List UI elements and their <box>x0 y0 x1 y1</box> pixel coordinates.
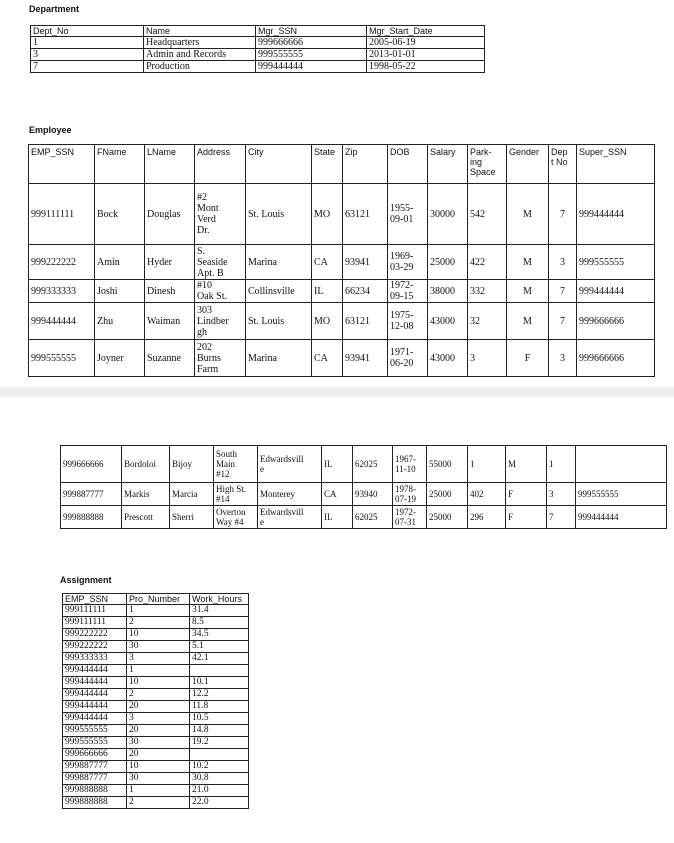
table-cell: #2 Mont Verd Dr. <box>195 184 246 245</box>
table-cell: Bordoloi <box>122 446 170 483</box>
table-cell: 1 <box>31 37 144 49</box>
table-row <box>29 280 655 303</box>
table-row <box>63 761 249 773</box>
table-cell: 999333333 <box>29 280 95 303</box>
column-header: DOB <box>388 145 428 184</box>
table-cell: Edwardsvill e <box>258 506 322 529</box>
table-cell: 999111111 <box>29 184 95 245</box>
table-cell: 21.0 <box>190 785 249 797</box>
table-cell: 999555555 <box>577 245 655 280</box>
table-cell: 7 <box>31 61 144 73</box>
table-row <box>63 641 249 653</box>
table-cell: IL <box>312 280 343 303</box>
page-separator <box>0 387 674 397</box>
table-cell: #10 Oak St. <box>195 280 246 303</box>
table-row <box>63 617 249 629</box>
table-cell: 1 <box>468 446 506 483</box>
table-cell: Edwardsvill e <box>258 446 322 483</box>
table-row <box>61 506 667 529</box>
table-cell: 999444444 <box>29 303 95 340</box>
table-cell: Joshi <box>95 280 145 303</box>
table-cell: 93941 <box>343 340 388 377</box>
table-cell: 999666666 <box>63 749 127 761</box>
table-cell: 999888888 <box>61 506 122 529</box>
table-cell: Suzanne <box>145 340 195 377</box>
table-cell: 8.5 <box>190 617 249 629</box>
table-row <box>63 749 249 761</box>
table-cell: 11.8 <box>190 701 249 713</box>
table-cell: Prescott <box>122 506 170 529</box>
table-row <box>29 303 655 340</box>
table-cell: 42.1 <box>190 653 249 665</box>
table-cell: 1971- 06-20 <box>388 340 428 377</box>
table-cell: 999444444 <box>577 280 655 303</box>
table-row <box>63 605 249 617</box>
table-cell <box>190 749 249 761</box>
employee-table <box>28 144 655 377</box>
table-cell: 999444444 <box>63 689 127 701</box>
department-table <box>30 25 485 73</box>
table-cell: 999444444 <box>256 61 367 73</box>
table-cell: 3 <box>127 713 190 725</box>
column-header: City <box>246 145 312 184</box>
table-cell: 999444444 <box>63 701 127 713</box>
table-cell: Marcia <box>170 483 214 506</box>
table-cell: Production <box>144 61 256 73</box>
column-header: LName <box>145 145 195 184</box>
table-cell: 999887777 <box>61 483 122 506</box>
table-cell: 999666666 <box>577 303 655 340</box>
table-cell: M <box>507 184 549 245</box>
table-cell: 1 <box>127 785 190 797</box>
table-cell: CA <box>312 340 343 377</box>
table-cell: 93941 <box>343 245 388 280</box>
table-cell: 7 <box>547 506 576 529</box>
table-cell: 999888888 <box>63 785 127 797</box>
table-cell: M <box>507 280 549 303</box>
table-cell: 20 <box>127 725 190 737</box>
assignment-title: Assignment <box>60 575 112 585</box>
table-cell: 999666666 <box>577 340 655 377</box>
table-cell: Markis <box>122 483 170 506</box>
table-cell: M <box>507 245 549 280</box>
table-cell: 63121 <box>343 184 388 245</box>
table-cell: 62025 <box>353 506 393 529</box>
table-cell: 3 <box>549 340 577 377</box>
table-cell: 43000 <box>428 303 468 340</box>
table-row <box>63 713 249 725</box>
table-cell: Marina <box>246 340 312 377</box>
table-cell: 999666666 <box>256 37 367 49</box>
table-cell: 999444444 <box>576 506 667 529</box>
assignment-table <box>62 593 249 809</box>
column-header: Zip <box>343 145 388 184</box>
table-row <box>29 184 655 245</box>
table-cell: 10.1 <box>190 677 249 689</box>
table-cell: 999887777 <box>63 773 127 785</box>
table-cell: 999444444 <box>63 677 127 689</box>
table-cell: Sherri <box>170 506 214 529</box>
table-cell: St. Louis <box>246 184 312 245</box>
table-cell: 34.5 <box>190 629 249 641</box>
column-header: Mgr_Start_Date <box>367 26 485 37</box>
table-cell: Waiman <box>145 303 195 340</box>
table-cell: 12.2 <box>190 689 249 701</box>
employee-table-continued <box>60 445 667 529</box>
table-cell: 2 <box>127 689 190 701</box>
table-cell: 2 <box>127 617 190 629</box>
table-row <box>63 701 249 713</box>
table-cell: 25000 <box>427 483 468 506</box>
table-cell: 999444444 <box>63 665 127 677</box>
table-row <box>29 340 655 377</box>
table-cell: 999111111 <box>63 617 127 629</box>
table-cell: 32 <box>468 303 507 340</box>
table-cell: 542 <box>468 184 507 245</box>
table-row <box>63 773 249 785</box>
table-cell: 31.4 <box>190 605 249 617</box>
table-cell: 20 <box>127 701 190 713</box>
table-cell: 62025 <box>353 446 393 483</box>
column-header: EMP_SSN <box>63 594 127 605</box>
department-header-row <box>31 26 485 37</box>
table-cell: F <box>506 506 547 529</box>
column-header: Work_Hours <box>190 594 249 605</box>
column-header: Park- ing Space <box>468 145 507 184</box>
table-cell: 22.0 <box>190 797 249 809</box>
table-cell: Admin and Records <box>144 49 256 61</box>
table-cell: 30000 <box>428 184 468 245</box>
table-row <box>31 49 485 61</box>
table-row <box>63 737 249 749</box>
table-cell: 14.8 <box>190 725 249 737</box>
table-cell: Bijoy <box>170 446 214 483</box>
table-cell: 10 <box>127 761 190 773</box>
column-header: Gender <box>507 145 549 184</box>
table-cell: 66234 <box>343 280 388 303</box>
table-cell: 999555555 <box>29 340 95 377</box>
table-row <box>61 446 667 483</box>
table-cell: 7 <box>549 184 577 245</box>
table-cell: 999887777 <box>63 761 127 773</box>
table-cell: 3 <box>127 653 190 665</box>
table-cell: Monterey <box>258 483 322 506</box>
table-cell: 999555555 <box>256 49 367 61</box>
table-row <box>31 37 485 49</box>
table-cell: 1998-05-22 <box>367 61 485 73</box>
column-header: EMP_SSN <box>29 145 95 184</box>
table-cell: 1967- 11-10 <box>393 446 427 483</box>
table-cell: Joyner <box>95 340 145 377</box>
table-cell: IL <box>322 506 353 529</box>
table-cell: 30 <box>127 737 190 749</box>
department-title: Department <box>29 4 80 14</box>
table-cell: 93940 <box>353 483 393 506</box>
table-cell: 1969- 03-29 <box>388 245 428 280</box>
table-cell: 422 <box>468 245 507 280</box>
table-cell: 38000 <box>428 280 468 303</box>
table-cell: 10.5 <box>190 713 249 725</box>
table-row <box>63 689 249 701</box>
table-cell: 3 <box>31 49 144 61</box>
table-cell: CA <box>322 483 353 506</box>
column-header: FName <box>95 145 145 184</box>
column-header: State <box>312 145 343 184</box>
table-row <box>63 785 249 797</box>
table-cell: 999444444 <box>577 184 655 245</box>
table-cell: 19.2 <box>190 737 249 749</box>
table-cell: 25000 <box>428 245 468 280</box>
table-cell: 2005-06-19 <box>367 37 485 49</box>
table-cell: 332 <box>468 280 507 303</box>
table-cell: Dinesh <box>145 280 195 303</box>
table-cell: 1975- 12-08 <box>388 303 428 340</box>
table-cell: 1 <box>127 605 190 617</box>
table-cell: South Main #12 <box>214 446 258 483</box>
table-cell: S. Seaside Apt. B <box>195 245 246 280</box>
column-header: Address <box>195 145 246 184</box>
table-row <box>63 653 249 665</box>
employee-header-row <box>29 145 655 184</box>
table-cell: St. Louis <box>246 303 312 340</box>
column-header: Mgr_SSN <box>256 26 367 37</box>
table-cell: 999222222 <box>63 641 127 653</box>
table-cell: F <box>506 483 547 506</box>
table-cell: 999555555 <box>576 483 667 506</box>
table-row <box>63 797 249 809</box>
table-cell: 303 Lindber gh <box>195 303 246 340</box>
table-cell: 999888888 <box>63 797 127 809</box>
table-cell: 63121 <box>343 303 388 340</box>
table-cell: Bock <box>95 184 145 245</box>
column-header: Super_SSN <box>577 145 655 184</box>
table-cell: 3 <box>549 245 577 280</box>
table-cell: 1955- 09-01 <box>388 184 428 245</box>
table-cell: 1978- 07-19 <box>393 483 427 506</box>
table-cell: 402 <box>468 483 506 506</box>
table-cell: 5.1 <box>190 641 249 653</box>
table-cell: F <box>507 340 549 377</box>
table-cell: 999222222 <box>29 245 95 280</box>
table-cell: 10.2 <box>190 761 249 773</box>
table-cell: 1972- 07-31 <box>393 506 427 529</box>
table-cell: Collinsville <box>246 280 312 303</box>
table-cell: 1 <box>547 446 576 483</box>
table-cell: 999222222 <box>63 629 127 641</box>
table-cell: Amin <box>95 245 145 280</box>
table-cell: 202 Burns Farm <box>195 340 246 377</box>
table-cell: 20 <box>127 749 190 761</box>
table-cell: 43000 <box>428 340 468 377</box>
table-cell: 999555555 <box>63 725 127 737</box>
table-cell: 1972- 09-15 <box>388 280 428 303</box>
table-cell <box>576 446 667 483</box>
column-header: Pro_Number <box>127 594 190 605</box>
table-cell: 1 <box>127 665 190 677</box>
table-cell: 2013-01-01 <box>367 49 485 61</box>
table-cell: 25000 <box>427 506 468 529</box>
table-row <box>63 725 249 737</box>
table-cell: 999111111 <box>63 605 127 617</box>
table-cell: 999444444 <box>63 713 127 725</box>
table-cell: MO <box>312 184 343 245</box>
table-cell: IL <box>322 446 353 483</box>
table-cell: 296 <box>468 506 506 529</box>
table-cell <box>190 665 249 677</box>
table-cell: 10 <box>127 677 190 689</box>
table-cell: 3 <box>468 340 507 377</box>
table-cell: M <box>507 303 549 340</box>
table-cell: 30 <box>127 773 190 785</box>
column-header: Dept_No <box>31 26 144 37</box>
table-cell: 55000 <box>427 446 468 483</box>
table-row <box>31 61 485 73</box>
table-cell: Douglas <box>145 184 195 245</box>
table-cell: 7 <box>549 280 577 303</box>
table-cell: Headquarters <box>144 37 256 49</box>
column-header: Salary <box>428 145 468 184</box>
employee-title: Employee <box>29 125 72 135</box>
table-cell: Hyder <box>145 245 195 280</box>
table-cell: 10 <box>127 629 190 641</box>
table-row <box>63 629 249 641</box>
table-cell: CA <box>312 245 343 280</box>
column-header: Dep t No <box>549 145 577 184</box>
table-cell: Marina <box>246 245 312 280</box>
table-cell: 30 <box>127 641 190 653</box>
table-cell: High St. #14 <box>214 483 258 506</box>
table-row <box>61 483 667 506</box>
table-cell: 30.8 <box>190 773 249 785</box>
table-row <box>29 245 655 280</box>
assignment-header-row <box>63 594 249 605</box>
table-cell: 999666666 <box>61 446 122 483</box>
table-cell: 999555555 <box>63 737 127 749</box>
column-header: Name <box>144 26 256 37</box>
table-row <box>63 665 249 677</box>
table-cell: Zhu <box>95 303 145 340</box>
table-cell: 7 <box>549 303 577 340</box>
table-cell: M <box>506 446 547 483</box>
table-cell: 2 <box>127 797 190 809</box>
table-cell: 999333333 <box>63 653 127 665</box>
table-cell: MO <box>312 303 343 340</box>
table-row <box>63 677 249 689</box>
table-cell: 3 <box>547 483 576 506</box>
table-cell: Overton Way #4 <box>214 506 258 529</box>
